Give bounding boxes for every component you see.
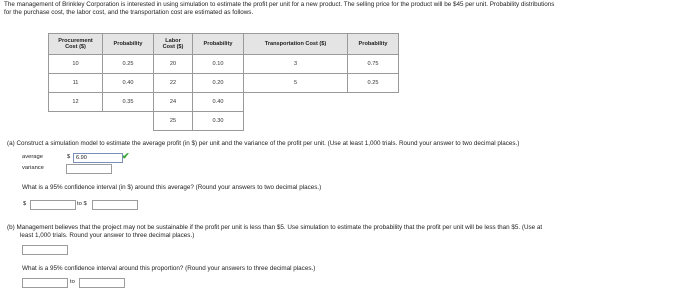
empty-cell — [348, 93, 399, 112]
part-b-question-line-1: (b) Management believes that the project may not be sustainable if the profit per unit is less than $5. Use simulation to estimate the probability that the profit per unit will be less than $5. (Use at — [7, 224, 543, 231]
ci-low-currency: $ — [23, 201, 27, 207]
empty-cell — [103, 112, 154, 131]
labor-prob-cell: 0.30 — [193, 112, 244, 131]
labor-prob-cell: 0.10 — [193, 55, 244, 74]
empty-cell — [348, 112, 399, 131]
average-label: average — [22, 154, 43, 160]
problem-intro — [4, 1, 698, 18]
part-a-ci-question: What is a 95% confidence interval (in $) around this average? (Round your answers to two decimal places.) — [22, 184, 322, 191]
procurement-prob-cell: 0.25 — [103, 55, 154, 74]
header-labor-probability: Probability — [193, 34, 244, 55]
table-row — [49, 112, 399, 131]
average-currency: $ — [67, 154, 71, 160]
procurement-prob-cell: 0.35 — [103, 93, 154, 112]
header-labor-cost: Labor Cost ($) — [154, 34, 193, 55]
labor-cost-cell: 25 — [154, 112, 193, 131]
transport-cost-cell: 3 — [244, 55, 348, 74]
empty-cell — [244, 112, 348, 131]
header-transportation-probability: Probability — [348, 34, 399, 55]
header-procurement-cost: Procurement Cost ($) — [49, 34, 103, 55]
procurement-prob-cell: 0.40 — [103, 74, 154, 93]
variance-input[interactable] — [66, 164, 112, 174]
intro-line-1: The management of Brinkley Corporation is interested in using simulation to estimate the profit per unit for a new product. The selling price for the product will be $45 per unit. Probability distributions — [4, 1, 555, 8]
part-b-question-line-2: least 1,000 trials. Round your answer to three decimal places.) — [20, 232, 195, 239]
ci-low-input[interactable] — [30, 200, 76, 210]
probability-input[interactable] — [22, 245, 68, 255]
labor-prob-cell: 0.40 — [193, 93, 244, 112]
proportion-ci-to-label: to — [70, 279, 75, 285]
header-procurement-probability: Probability — [103, 34, 154, 55]
procurement-cost-cell: 11 — [49, 74, 103, 93]
cost-distribution-table — [48, 33, 399, 131]
part-a-question: (a) Construct a simulation model to estimate the average profit (in $) per unit and the variance of the profit per unit. (Use at least 1,000 trials. Round your answer to two decimal places.) — [7, 140, 520, 147]
table-row — [49, 93, 399, 112]
empty-cell — [49, 112, 103, 131]
labor-cost-cell: 24 — [154, 93, 193, 112]
transport-prob-cell: 0.75 — [348, 55, 399, 74]
ci-to-label: to $ — [77, 201, 87, 207]
variance-label: variance — [22, 165, 44, 171]
intro-line-2: for the purchase cost, the labor cost, and the transportation cost are estimated as follows. — [4, 9, 254, 17]
average-input[interactable]: 6.90 — [73, 153, 123, 163]
transport-prob-cell: 0.25 — [348, 74, 399, 93]
table-row — [49, 55, 399, 74]
procurement-cost-cell: 12 — [49, 93, 103, 112]
labor-cost-cell: 22 — [154, 74, 193, 93]
header-transportation-cost: Transportation Cost ($) — [244, 34, 348, 55]
part-b-question — [7, 224, 542, 240]
correct-check-icon: ✔ — [122, 151, 130, 161]
empty-cell — [244, 93, 348, 112]
labor-cost-cell: 20 — [154, 55, 193, 74]
proportion-ci-high-input[interactable] — [79, 278, 125, 288]
table-row — [49, 74, 399, 93]
labor-prob-cell: 0.20 — [193, 74, 244, 93]
ci-high-input[interactable] — [92, 200, 138, 210]
procurement-cost-cell: 10 — [49, 55, 103, 74]
proportion-ci-low-input[interactable] — [22, 278, 68, 288]
transport-cost-cell: 5 — [244, 74, 348, 93]
part-b-ci-question: What is a 95% confidence interval around this proportion? (Round your answers to three decimal places.) — [22, 265, 316, 272]
